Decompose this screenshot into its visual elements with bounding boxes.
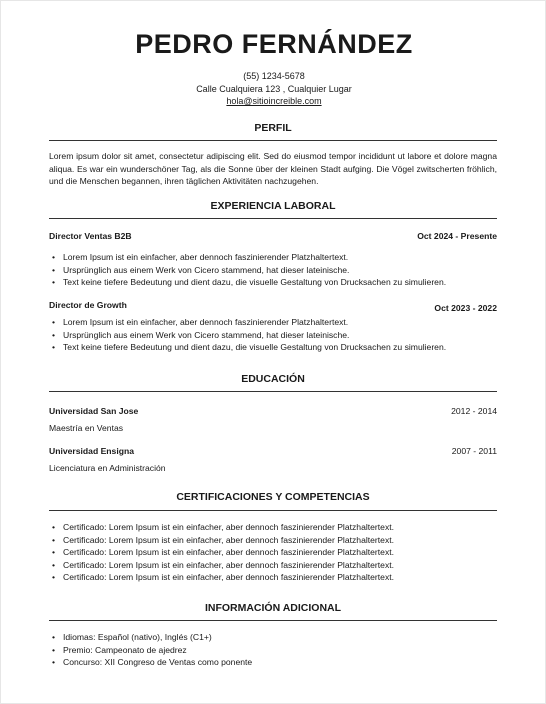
section-title-educacion: EDUCACIÓN [241,373,305,385]
degree: Licenciatura en Administración [49,463,166,473]
job-bullets [49,251,497,289]
profile-text: Lorem ipsum dolor sit amet, consectetur adipiscing elit. Sed do eiusmod tempor incididunt ut labore et dolore magna aliqua. Es war ein wunderschöner Tag, als die Sonne über der kleinen Stadt aufging. Die Vögel zwitscherten fröhlich, und die Menschen begannen, ihren täglichen Aktivitäten nachzugehen. [49,151,497,186]
list-item: • Certificado: Lorem Ipsum ist ein einfacher, aber dennoch faszinierender Platzhaltertext. [49,521,497,534]
section-divider [49,140,497,141]
degree: Maestría en Ventas [49,423,124,433]
job-bullets [49,316,497,354]
section-title-certificaciones: CERTIFICACIONES Y COMPETENCIAS [176,491,370,503]
section-divider [49,620,497,621]
contact-website-link[interactable]: hola@sitioincreible.com [226,96,322,106]
list-item: • Lorem Ipsum ist ein einfacher, aber dennoch faszinierender Platzhaltertext. [49,316,497,329]
list-item: • Ursprünglich aus einem Werk von Cicero stammend, hat dieser lateinische. [49,329,497,342]
job-dates: Oct 2024 - Presente [417,231,497,241]
list-item: • Certificado: Lorem Ipsum ist ein einfacher, aber dennoch faszinierender Platzhaltertext. [49,534,497,547]
contact-phone: (55) 1234-5678 [243,71,305,81]
list-item: • Concurso: XII Congreso de Ventas como ponente [49,656,497,669]
list-item: • Lorem Ipsum ist ein einfacher, aber dennoch faszinierender Platzhaltertext. [49,251,497,264]
additional-info-list [49,631,497,669]
school-name: Universidad San Jose [49,406,139,416]
contact-website-row [1,96,546,106]
section-title-perfil: PERFIL [254,122,292,134]
section-title-adicional: INFORMACIÓN ADICIONAL [204,602,342,614]
contact-address: Calle Cualquiera 123 , Cualquier Lugar [196,84,352,94]
section-divider [49,510,497,511]
school-name: Universidad Ensigna [49,446,135,456]
education-dates: 2012 - 2014 [451,406,497,416]
list-item: • Premio: Campeonato de ajedrez [49,644,497,657]
education-dates: 2007 - 2011 [451,446,497,456]
job-role: Director de Growth [49,300,127,310]
list-item: • Text keine tiefere Bedeutung und dient dazu, die visuelle Gestaltung von Drucksachen zu simulieren. [49,341,497,354]
candidate-name: PEDRO FERNÁNDEZ [135,29,413,59]
list-item: • Idiomas: Español (nativo), Inglés (C1+) [49,631,497,644]
section-divider [49,218,497,219]
list-item: • Certificado: Lorem Ipsum ist ein einfacher, aber dennoch faszinierender Platzhaltertext. [49,559,497,572]
list-item: • Certificado: Lorem Ipsum ist ein einfacher, aber dennoch faszinierender Platzhaltertext. [49,546,497,559]
section-divider [49,391,497,392]
certifications-list [49,521,497,584]
job-dates: Oct 2023 - 2022 [434,303,497,313]
job-role: Director Ventas B2B [49,231,132,241]
list-item: • Certificado: Lorem Ipsum ist ein einfacher, aber dennoch faszinierender Platzhaltertext. [49,571,497,584]
list-item: • Text keine tiefere Bedeutung und dient dazu, die visuelle Gestaltung von Drucksachen zu simulieren. [49,276,497,289]
section-title-experiencia: EXPERIENCIA LABORAL [210,200,336,212]
list-item: • Ursprünglich aus einem Werk von Cicero stammend, hat dieser lateinische. [49,264,497,277]
